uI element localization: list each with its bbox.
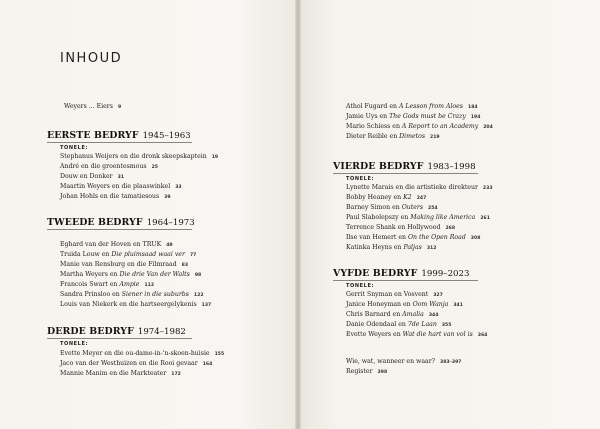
toc-entry: Danie Odendaal en 7de Laan 355 <box>346 321 452 328</box>
toc-entry: Louis van Niekerk en die hartseergelykenis 137 <box>60 301 212 308</box>
toc-entry: Dieter Reible en Dimetos 219 <box>346 133 440 140</box>
toc-entry: Evette Meyer en die ou-dame-in-'n-skoen-huisie 155 <box>60 350 225 357</box>
toc-entry: Register 398 <box>346 368 388 375</box>
tonele-label: TONELE: <box>346 176 375 182</box>
toc-entry: Athol Fugard en A Lesson from Aloes 184 <box>346 103 478 110</box>
toc-entry: Chris Barnard en Amalia 344 <box>346 311 439 318</box>
toc-entry: Terrence Shank en Hollywood 268 <box>346 224 456 231</box>
toc-entry: Ilse van Hemert en On the Open Road 308 <box>346 234 481 241</box>
toc-entry: Truida Louw en Die pluimsaad waai ver 77 <box>60 251 197 258</box>
act-heading: EERSTE BEDRYF 1945–1963 <box>47 130 191 141</box>
toc-entry: Mario Schiess en A Report to an Academy 204 <box>346 123 493 130</box>
act-heading: VYFDE BEDRYF 1999–2023 <box>333 268 470 279</box>
toc-entry: Gerrit Snyman en Vosvent 327 <box>346 291 443 298</box>
book-gutter <box>295 0 301 429</box>
toc-entry: Martha Weyers en Die drie Van der Walts 98 <box>60 271 202 278</box>
act-rule <box>333 173 478 174</box>
toc-entry: Janice Honeyman en Oom Wanja 341 <box>346 301 463 308</box>
toc-entry: Francois Swart en Ampie 112 <box>60 281 155 288</box>
act-rule <box>47 338 192 339</box>
toc-entry: Wie, wat, wanneer en waar? 383–397 <box>346 358 462 365</box>
toc-entry: Jamie Uys en The Gods must be Crazy 194 <box>346 113 481 120</box>
act-heading: VIERDE BEDRYF 1983–1998 <box>333 161 476 172</box>
act-rule <box>47 229 192 230</box>
toc-entry: Johan Hohls en die tamatiesous 39 <box>60 193 171 200</box>
toc-entry: Evette Weyers en Wat die hart van vol is 364 <box>346 331 488 338</box>
tonele-label: TONELE: <box>346 283 375 289</box>
toc-entry: Barney Simon en Outers 254 <box>346 204 438 211</box>
toc-entry: Weyers ... Eiers 9 <box>64 103 122 110</box>
tonele-label: TONELE: <box>60 341 89 347</box>
toc-entry: Katinka Heyns en Paljas 312 <box>346 244 437 251</box>
act-heading: DERDE BEDRYF 1974–1982 <box>47 326 186 337</box>
toc-entry: Maartin Weyers en die plaaswinkel 33 <box>60 183 182 190</box>
toc-entry: Sandra Prinsloo en Siener in die suburbs 122 <box>60 291 204 298</box>
toc-entry: Paul Slabolepszy en Making like America 261 <box>346 214 490 221</box>
toc-heading: INHOUD <box>60 51 123 66</box>
toc-entry: Jaco van der Westhuizen en die Rooi gevaar 164 <box>60 360 213 367</box>
toc-entry: Eghard van der Hoven en TRUK 49 <box>60 241 173 248</box>
toc-entry: Mannie Manim en die Markteater 172 <box>60 370 181 377</box>
act-heading: TWEEDE BEDRYF 1964–1973 <box>47 217 195 228</box>
act-rule <box>47 142 192 143</box>
act-rule <box>333 280 478 281</box>
toc-entry: Douw en Donker 31 <box>60 173 124 180</box>
toc-entry: Bobby Heaney en K2 247 <box>346 194 427 201</box>
toc-entry: Manie van Rensburg en die Filmraad 83 <box>60 261 189 268</box>
toc-entry: Lynette Marais en die artistieke direkteur 233 <box>346 184 493 191</box>
toc-entry: Stephanus Weijers en die dronk skeepskaptein 19 <box>60 153 219 160</box>
toc-entry: André en die groentesmous 25 <box>60 163 158 170</box>
tonele-label: TONELE: <box>60 145 89 151</box>
